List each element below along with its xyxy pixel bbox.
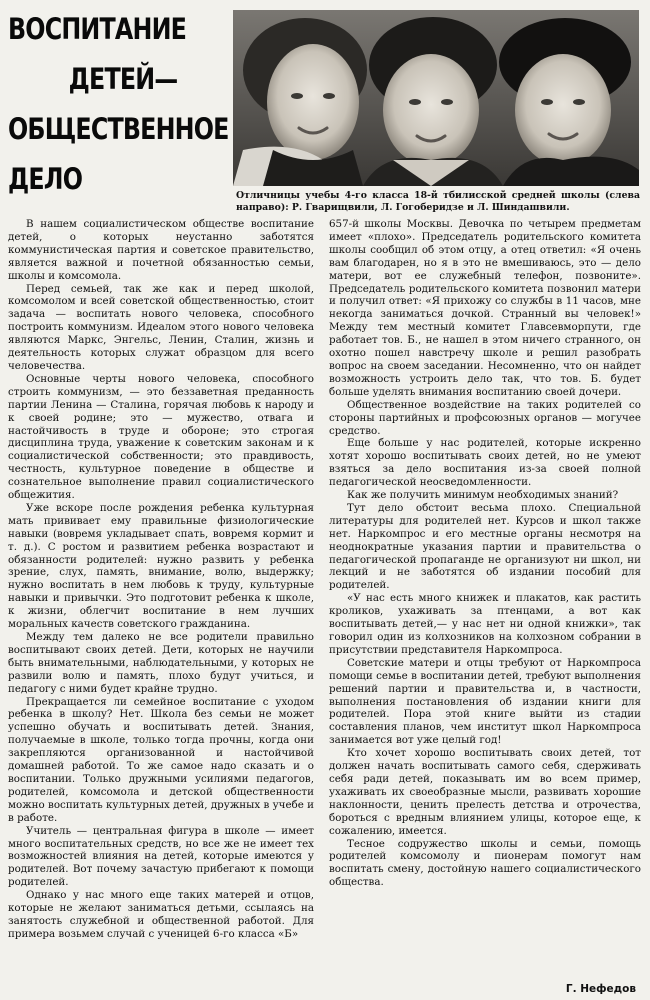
paragraph: Прекращается ли семейное воспитание с уходом ребенка в школу? Нет. Школа без семьи не может успешно обучать и воспитывать детей. Знания, получаемые в школе, только тогда прочны, когда они закрепляются организованной и настойчивой домашней работой. То же самое надо сказать и о воспитании. Только дружными усилиями педагогов, родителей, комсомола и детской общественности можно воспитать культурных детей, дружных в учебе и в работе. [8,695,314,824]
paragraph: Между тем далеко не все родители правильно воспитывают своих детей. Дети, которых не научили быть внимательными, наблюдательными, у которых не развили волю и память, плохо будут учиться, и педагогу с ними будет крайне трудно. [8,631,314,695]
article-column-right [329,218,641,980]
article-headline [8,4,229,204]
photo-illustration [233,10,639,186]
paragraph: Однако у нас много еще таких матерей и отцов, которые не желают заниматься детьми, ссылаясь на занятость служебной и общественной работой. Для примера возьмем случай с ученицей 6-го класса «Б» [8,889,314,940]
paragraph: Еще больше у нас родителей, которые искренно хотят хорошо воспитывать своих детей, но не умеют взяться за дело воспитания из-за своей полной педагогической неосведомленности. [329,437,641,489]
photo-three-girls [233,10,639,186]
paragraph: Кто хочет хорошо воспитывать своих детей, тот должен начать воспитывать самого себя, сдерживать себя ради детей, показывать им во всем пример, ухаживать их своеобразные мысли, развивать хорошие наклонности, ценить прелесть детства и отрочества, бороться с вредным влиянием улицы, которое еще, к сожалению, имеется. [329,747,641,837]
photo-caption: Отличницы учебы 4-го класса 18-й тбилисской средней школы (слева направо): Р. Гварищвили, Л. Гогоберидзе и Л. Шиндашвили. [236,190,640,213]
headline-line-3: ОБЩЕСТВЕННОЕ [8,112,229,146]
author-signature: Г. Нефедов [565,983,636,995]
headline-line-2: ДЕТЕЙ— [68,62,178,96]
paragraph: Тут дело обстоит весьма плохо. Специальной литературы для родителей нет. Курсов и школ также нет. Наркомпрос и его местные органы несмотря на неоднократные указания партии и правительства о педагогической пропаганде не организуют ни школ, ни лекций и не заботятся об издании пособий для родителей. [329,501,641,592]
headline-line-4: ДЕЛО [8,162,83,196]
paragraph: Основные черты нового человека, способного строить коммунизм, — это беззаветная преданность партии Ленина — Сталина, горячая любовь к народу и к своей родине; это — мужество, отвага и настойчивость в труде и обороне; это строгая дисциплина труда, уважение к советским законам и к социалистической собственности; это правдивость, честность, культурное поведение в обществе и сознательное выполнение правил социалистического общежития. [8,372,314,502]
paragraph: «У нас есть много книжек и плакатов, как растить кроликов, ухаживать за птенцами, а вот как воспитывать детей,— у нас нет ни одной книжки», так говорил один из колхозников на колхозном собрании в присутствии представителя Наркомпроса. [329,592,641,656]
paragraph: Советские матери и отцы требуют от Наркомпроса помощи семье в воспитании детей, требуют выполнения решений партии и правительства и, в частности, выполнения постановления об издании книги для родителей. Пора этой книге выйти из стадии составления планов, чем институт школ Наркомпроса занимается вот уже целый год! [329,656,641,747]
paragraph: Общественное воздействие на таких родителей со стороны партийных и профсоюзных органов — могучее средство. [329,398,641,437]
article-column-left [8,218,314,980]
paragraph: Тесное содружество школы и семьи, помощь родителей комсомолу и пионерам помогут нам воспитать смену, достойную нашего социалистического общества. [329,837,641,889]
headline-line-1: ВОСПИТАНИЕ [8,12,187,46]
paragraph: 657-й школы Москвы. Девочка по четырем предметам имеет «плохо». Председатель родительского комитета школы сообщил об этом отцу, а отец ответил: «Я очень вам благодарен, но я в это не вмешиваюсь, это — дело матери, вот ее служебный телефон, позвоните». Председатель родительского комитета позвонил матери и получил ответ: «Я прихожу со службы в 11 часов, мне некогда заниматься дочкой. Странный вы человек!» Между тем местный комитет Главсевморпути, где работает тов. Б., не нашел в этом ничего странного, он охотно пошел навстречу школе и решил разобрать вопрос на своем заседании. Несомненно, что он найдет возможность устроить дело так, что тов. Б. будет больше уделять внимания воспитанию своей дочери. [329,218,641,398]
paragraph: В нашем социалистическом обществе воспитание детей, о которых неустанно заботятся коммунистическая партия и советское правительство, является важной и почетной обязанностью семьи, школы и комсомола. [8,218,314,282]
paragraph: Как же получить минимум необходимых знаний? [347,489,619,502]
paragraph: Перед семьей, так же как и перед школой, комсомолом и всей советской общественностью, стоит задача — воспитать нового человека, способного построить коммунизм. Идеалом этого нового человека являются Маркс, Энгельс, Ленин, Сталин, жизнь и деятельность которых служат образцом для всего человечества. [8,282,314,372]
paragraph: Учитель — центральная фигура в школе — имеет много воспитательных средств, но все же не имеет тех возможностей влияния на детей, которые имеются у родителей. Вот почему зачастую прибегают к помощи родителей. [8,824,314,889]
paragraph: Уже вскоре после рождения ребенка культурная мать прививает ему правильные физиологические навыки (вовремя укладывает спать, вовремя кормит и т. д.). С ростом и развитием ребенка возрастают и обязанности родителей: нужно развить у ребенка зрение, слух, память, внимание, волю, выдержку; нужно воспитать в нем любовь к труду, культурные навыки и привычки. Это подготовит ребенка к школе, к жизни, облегчит воспитание в нем лучших моральных качеств советского гражданина. [8,501,314,631]
